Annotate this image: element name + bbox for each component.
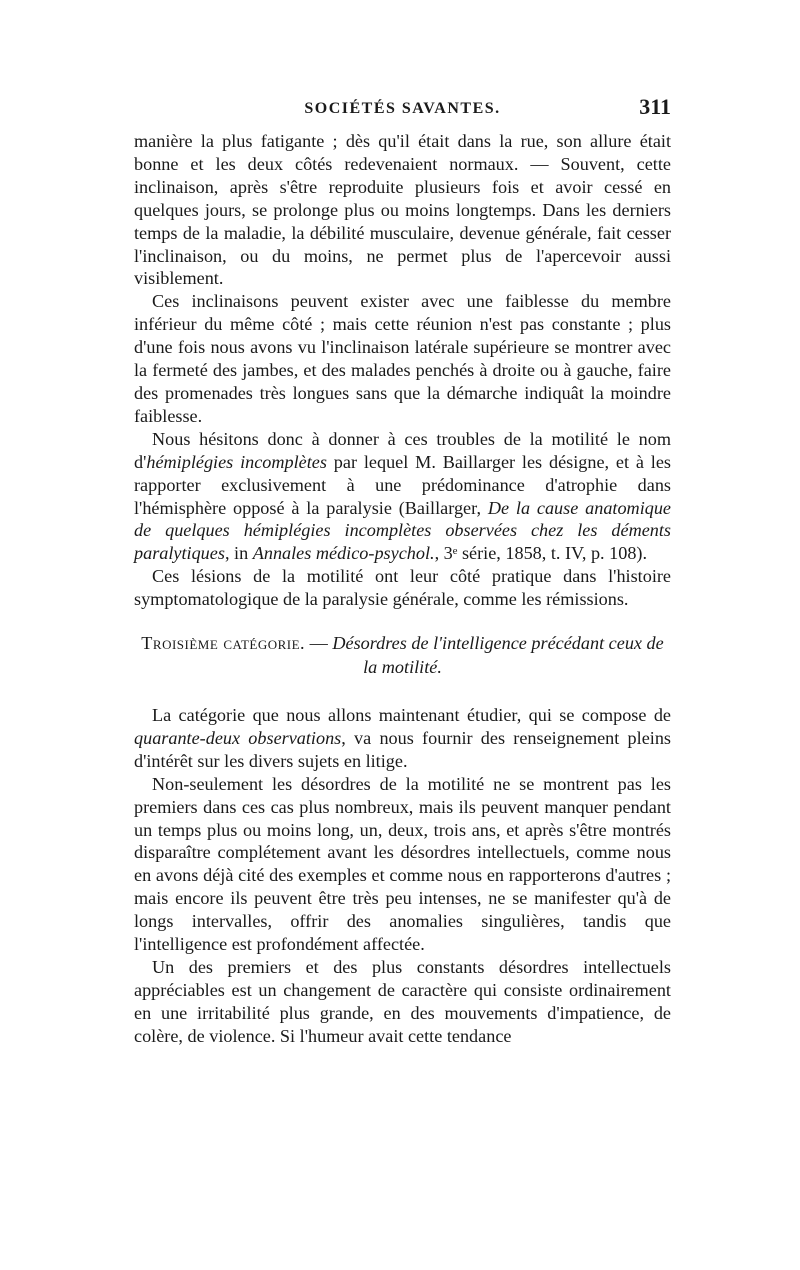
section-dash: — [305,633,333,654]
running-title: SOCIÉTÉS SAVANTES. [304,100,501,117]
section-label: Troisième catégorie. [141,633,306,654]
text-run: , va nous fournir des renseignement pleins d'intérêt sur les divers sujets en litige. [134,727,672,771]
paragraph-inclinaisons: Ces inclinaisons peuvent exister avec une faiblesse du membre inférieur du même côté ; mais cette réunion n'est pas constante ; plus d'une fois nous avons vu l'inclinaison latérale supérieure se montrer avec la fermeté des jambes, et des malades penchés à droite ou à gauche, faire des promenades très longues sans que la démarche indiquât la moindre faiblesse. [134,291,671,426]
text-run: Nous hésitons donc à donner à ces troubles de la motilité le nom d' [134,428,671,472]
body-text [134,130,671,1048]
text-run: , 3ᵉ série, 1858, t. IV, p. 108). [434,543,648,564]
italic-term: hémiplégies incomplètes [146,451,327,472]
paragraph-hemiplegies [134,428,671,565]
page-header [134,92,671,132]
section-title: Désordres de l'intelligence précédant ceux de la motilité. [332,633,664,678]
page-number: 311 [639,94,671,119]
paragraph-non-seulement: Non-seulement les désordres de la motilité ne se montrent pas les premiers dans ces cas plus nombreux, mais ils peuvent manquer pendant un temps plus ou moins long, un, deux, trois ans, et après s'être montrés disparaître complétement avant les désordres intellectuels, comme nous en avons déjà cité des exemples et comme nous en rapporterons d'autres ; mais encore ils peuvent être très peu intenses, ne se manifester qu'à de longs intervalles, offrir des anomalies singulières, tandis que l'intelligence est profondément affectée. [134,773,671,955]
section-heading [134,631,671,679]
paragraph-lesions: Ces lésions de la motilité ont leur côté pratique dans l'histoire symptomatologique de la paralysie générale, comme les rémissions. [134,566,671,610]
paragraph-categorie [134,704,671,773]
text-run: La catégorie que nous allons maintenant étudier, qui se compose de [152,705,671,726]
citation-journal: Annales médico-psychol. [252,543,435,564]
text-run: par lequel M. Baillarger les désigne, et à les rapporter exclusivement à une prédominance d'atrophie dans l'hémisphère opposé à la paralysie (Baillarger, [134,451,671,518]
text-run: , in [224,543,253,564]
paragraph-continued: manière la plus fatigante ; dès qu'il était dans la rue, son allure était bonne et les deux côtés redevenaient normaux. — Souvent, cette inclinaison, après s'être reproduite plusieurs fois et avoir cessé en quelques jours, se prolonge plus ou moins longtemps. Dans les derniers temps de la maladie, la débilité musculaire, devenue générale, fait cesser l'inclinaison, ou du moins, ne permet plus de l'apercevoir aussi visiblement. [134,131,671,289]
paragraph-premiers-desordres: Un des premiers et des plus constants désordres intellectuels appréciables est un changement de caractère qui consiste ordinairement en une irritabilité plus grande, en des mouvements d'impatience, de colère, de violence. Si l'humeur avait cette tendance [134,957,671,1046]
italic-term: quarante-deux observations [134,727,342,748]
citation-title: De la cause anatomique de quelques hémiplégies incomplètes observées chez les déments paralytiques [134,497,672,564]
